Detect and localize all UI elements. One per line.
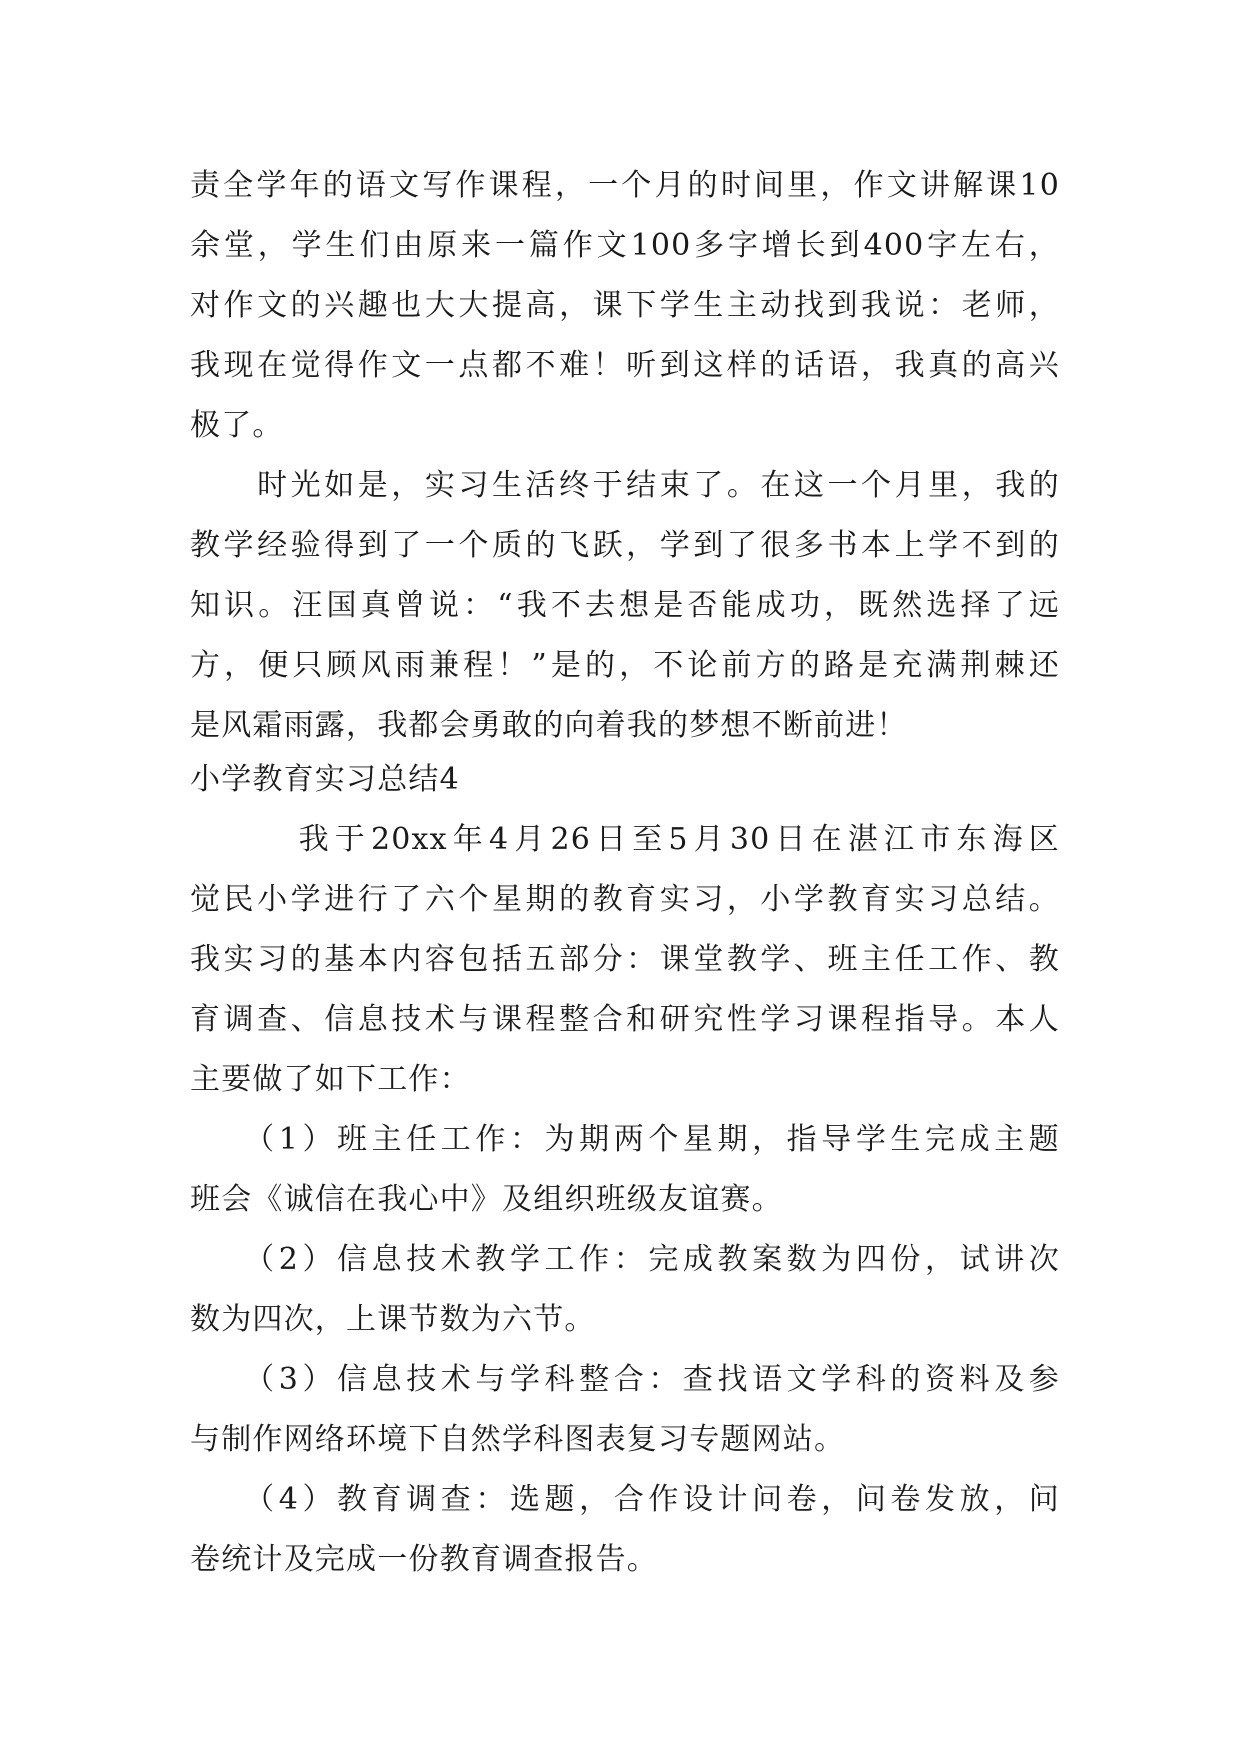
text-line: 方，便只顾风雨兼程！”是的，不论前方的路是充满荆棘还 [190, 648, 1060, 683]
text-line: 教学经验得到了一个质的飞跃，学到了很多书本上学不到的 [190, 528, 1060, 563]
text-line: 卷统计及完成一份教育调查报告。 [190, 1542, 658, 1577]
text-line: 育调查、信息技术与课程整合和研究性学习课程指导。本人 [190, 1002, 1060, 1037]
text-line: 我于20xx年4月26日至5月30日在湛江市东海区 [190, 822, 1060, 857]
text-line: 极了。 [190, 408, 284, 443]
section-heading: 小学教育实习总结4 [190, 762, 460, 797]
text-line: 责全学年的语文写作课程，一个月的时间里，作文讲解课10 [190, 168, 1060, 203]
text-line: 主要做了如下工作： [190, 1062, 471, 1097]
text-line: 与制作网络环境下自然学科图表复习专题网站。 [190, 1422, 846, 1457]
text-line: 时光如是，实习生活终于结束了。在这一个月里，我的 [190, 468, 1060, 503]
text-line: （4）教育调查：选题，合作设计问卷，问卷发放，问 [190, 1482, 1060, 1517]
text-line: 余堂，学生们由原来一篇作文100多字增长到400字左右， [190, 228, 1060, 263]
text-line: 觉民小学进行了六个星期的教育实习，小学教育实习总结。 [190, 882, 1060, 917]
text-line: （1）班主任工作：为期两个星期，指导学生完成主题 [190, 1122, 1060, 1157]
text-line: 对作文的兴趣也大大提高，课下学生主动找到我说：老师， [190, 288, 1060, 323]
text-line: 我实习的基本内容包括五部分：课堂教学、班主任工作、教 [190, 942, 1060, 977]
text-line: 数为四次，上课节数为六节。 [190, 1302, 596, 1337]
text-line: 班会《诚信在我心中》及组织班级友谊赛。 [190, 1182, 783, 1217]
text-line: （3）信息技术与学科整合：查找语文学科的资料及参 [190, 1362, 1060, 1397]
text-line: 知识。汪国真曾说：“我不去想是否能成功，既然选择了远 [190, 588, 1060, 623]
text-line: 我现在觉得作文一点都不难！听到这样的话语，我真的高兴 [190, 348, 1060, 383]
text-line: 是风霜雨露，我都会勇敢的向着我的梦想不断前进！ [190, 708, 908, 743]
text-line: （2）信息技术教学工作：完成教案数为四份，试讲次 [190, 1242, 1060, 1277]
